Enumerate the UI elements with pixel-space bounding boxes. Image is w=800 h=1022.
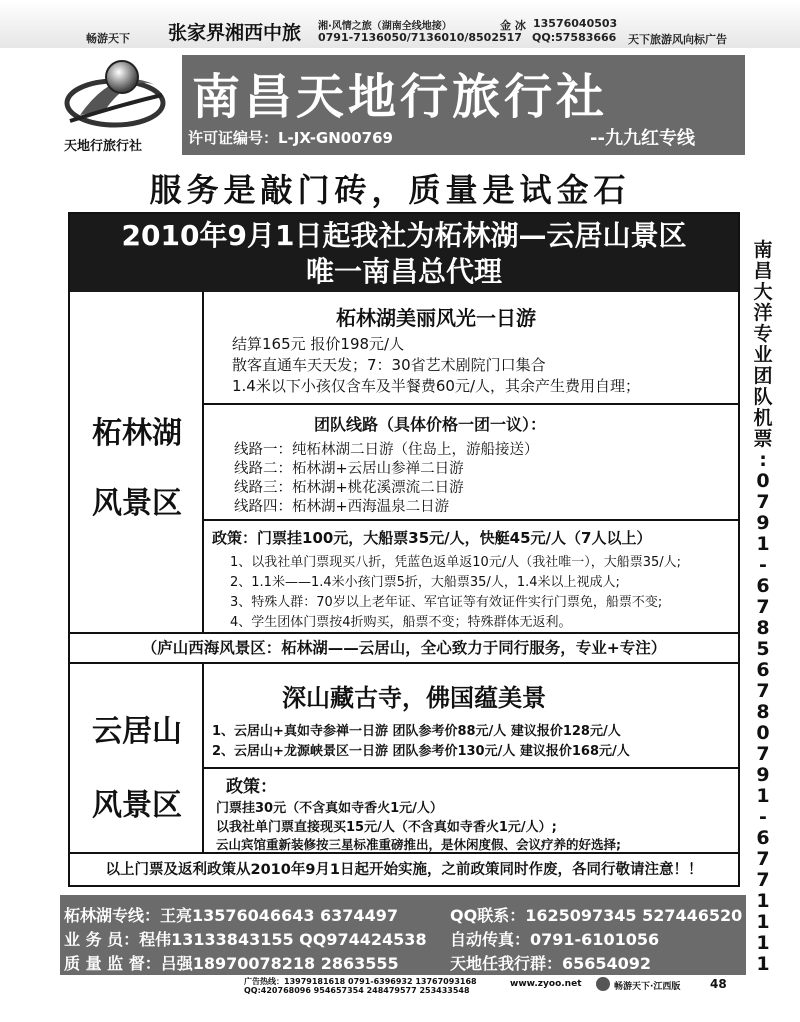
yunju-region-suffix: 风景区 xyxy=(92,788,182,823)
website-link[interactable]: www.zyoo.net xyxy=(510,979,582,989)
day-tour-schedule: 散客直通车天天发；7：30省艺术剧院门口集合 xyxy=(232,356,546,374)
side-char: 团 xyxy=(753,365,773,387)
top-tag: 湘·风情之旅（湖南全线地接） xyxy=(318,21,452,32)
top-phones: 0791-7136050/7136010/8502517 xyxy=(318,31,522,44)
footer-salesperson: 业 务 员：程伟13133843155 QQ974424538 xyxy=(64,930,427,949)
side-char: 大 xyxy=(753,281,773,303)
yunju-policy-title: 政策： xyxy=(226,777,277,797)
side-char: 业 xyxy=(753,344,773,366)
side-char: 8 xyxy=(756,701,770,723)
route-line: 线路二：柘林湖+云居山参禅二日游 xyxy=(234,461,464,477)
divider xyxy=(70,632,738,634)
top-ad-bar xyxy=(0,0,800,48)
zhelin-policy-title: 政策：门票挂100元，大船票35元/人，快艇45元/人（7人以上） xyxy=(212,529,652,547)
top-contact-name: 金 冰 xyxy=(500,19,526,32)
side-char: 6 xyxy=(756,659,770,681)
day-tour-child-fee: 1.4米以下小孩仅含车及半餐费60元/人，其余产生费用自理； xyxy=(232,377,640,395)
side-char: 0 xyxy=(756,470,770,492)
side-char: 7 xyxy=(756,848,770,870)
side-char: 5 xyxy=(756,638,770,660)
side-char: 1 xyxy=(756,911,770,933)
route-line: 线路一：纯柘林湖二日游（住岛上，游船接送） xyxy=(234,442,539,458)
agency-title: 南昌天地行旅行社 xyxy=(192,69,609,125)
contact-footer xyxy=(60,895,746,975)
side-char: 机 xyxy=(753,407,773,429)
top-mobile: 13576040503 xyxy=(533,17,618,30)
side-char: 1 xyxy=(756,953,770,975)
headline-line1: 2010年9月1日起我社为柘林湖—云居山景区 xyxy=(121,219,687,252)
side-char: 7 xyxy=(756,743,770,765)
headline xyxy=(70,214,738,292)
side-char: 9 xyxy=(756,512,770,534)
side-char: - xyxy=(759,806,767,828)
side-char: 9 xyxy=(756,764,770,786)
policy-line: 4、学生团体门票按4折购买，船票不变；特殊群体无返利。 xyxy=(230,615,572,630)
side-char: 6 xyxy=(756,575,770,597)
divider xyxy=(202,403,738,405)
line-name: --九九红专线 xyxy=(590,128,695,149)
side-char: 队 xyxy=(753,386,773,408)
footer-qq: QQ联系：1625097345 527446520 xyxy=(450,906,743,925)
footer-hotline: 柘林湖专线：王亮13576046643 6374497 xyxy=(64,906,398,925)
day-tour-price: 结算165元 报价198元/人 xyxy=(232,335,405,353)
route-line: 线路三：柘林湖+桃花溪漂流二日游 xyxy=(234,480,464,496)
group-routes-title: 团队线路（具体价格一团一议）： xyxy=(314,415,547,434)
divider xyxy=(70,662,738,664)
policy-line: 2、1.1米——1.4米小孩门票5折，大船票35/人，1.4米以上视成人; xyxy=(230,575,620,590)
side-char: 专 xyxy=(753,323,773,345)
yunju-tour-line: 2、云居山+龙源峡景区一日游 团队参考价130元/人 建议报价168元/人 xyxy=(212,744,630,759)
effective-date-note: 以上门票及返利政策从2010年9月1日起开始实施，之前政策同时作废，各同行敬请注意！！ xyxy=(105,862,703,878)
top-left-label: 畅游天下 xyxy=(86,32,130,45)
slogan: 服务是敲门砖，质量是试金石 xyxy=(149,171,631,209)
footer-supervisor: 质 量 监 督：吕强18970078218 2863555 xyxy=(64,954,399,973)
policy-line: 1、以我社单门票现买八折，凭蓝色返单返10元/人（我社唯一），大船票35/人; xyxy=(230,555,681,570)
side-char: 1 xyxy=(756,890,770,912)
brand-name: 畅游天下·江西版 xyxy=(614,982,681,992)
license-number: 许可证编号：L-JX-GN00769 xyxy=(188,129,393,147)
side-char: - xyxy=(759,554,767,576)
divider xyxy=(202,292,204,632)
divider xyxy=(202,664,204,852)
side-char: 1 xyxy=(756,533,770,555)
logo-caption: 天地行旅行社 xyxy=(64,139,143,154)
side-char: 南 xyxy=(753,239,773,261)
side-char: 0 xyxy=(756,722,770,744)
ad-qq: QQ:420768096 954657354 248479577 253433548 xyxy=(244,986,470,995)
side-char: 票 xyxy=(753,428,773,450)
side-char: 7 xyxy=(756,869,770,891)
side-char: 7 xyxy=(756,680,770,702)
yunju-title: 深山藏古寺，佛国蕴美景 xyxy=(282,684,546,712)
top-qq: QQ:57583666 xyxy=(532,31,617,44)
route-line: 线路四：柘林湖+西海温泉二日游 xyxy=(234,499,450,515)
yunju-policy-line: 门票挂30元（不含真如寺香火1元/人） xyxy=(216,801,443,816)
side-char: 1 xyxy=(756,932,770,954)
divider xyxy=(202,519,738,521)
policy-line: 3、特殊人群：70岁以上老年证、军官证等有效证件实行门票免，船票不变; xyxy=(230,595,663,610)
page-footer-bar xyxy=(230,975,750,995)
side-ticket-hotline xyxy=(748,240,778,975)
yunju-policy-line: 以我社单门票直接现买15元/人（不含真如寺香火1元/人）; xyxy=(216,820,557,835)
side-char: : xyxy=(759,449,767,471)
yunju-region-name: 云居山 xyxy=(92,714,182,749)
lushan-note: （庐山西海风景区：柘林湖——云居山，全心致力于同行服务，专业+专注） xyxy=(141,639,667,657)
top-right-label: 天下旅游风向标广告 xyxy=(628,33,727,46)
side-char: 6 xyxy=(756,827,770,849)
zhelin-region-name: 柘林湖 xyxy=(92,416,182,451)
side-char: 昌 xyxy=(753,260,773,282)
side-char: 洋 xyxy=(753,302,773,324)
agency-logo xyxy=(60,55,170,155)
footer-group: 天地任我行群：65654092 xyxy=(450,954,652,973)
side-char: 7 xyxy=(756,491,770,513)
brand-icon xyxy=(596,977,610,991)
day-tour-title: 柘林湖美丽风光一日游 xyxy=(336,306,536,330)
side-char: 8 xyxy=(756,617,770,639)
yunju-tour-line: 1、云居山+真如寺参禅一日游 团队参考价88元/人 建议报价128元/人 xyxy=(212,724,621,739)
swirl-logo-icon xyxy=(60,55,170,133)
zhelin-region-suffix: 风景区 xyxy=(92,486,182,521)
headline-line2: 唯一南昌总代理 xyxy=(305,255,502,288)
side-char: 7 xyxy=(756,596,770,618)
yunju-policy-line: 云山宾馆重新装修按三星标准重磅推出，是休闲度假、会议疗养的好选择; xyxy=(216,837,622,852)
top-agency-name: 张家界湘西中旅 xyxy=(168,22,302,44)
ad-hotline: 广告热线：13979181618 0791-6396932 13767093168 xyxy=(244,977,477,986)
divider xyxy=(202,767,738,769)
side-char: 1 xyxy=(756,785,770,807)
footer-fax: 自动传真：0791-6101056 xyxy=(450,930,660,949)
page-number: 48 xyxy=(710,977,727,991)
